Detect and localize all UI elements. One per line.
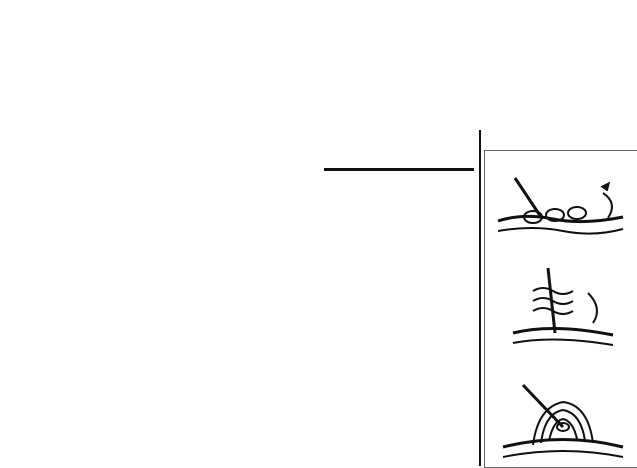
title-underline	[324, 168, 474, 171]
half-double-illustration	[493, 263, 631, 353]
slip-stitch-illustration	[493, 173, 631, 243]
symbol-legend	[322, 0, 637, 150]
crochet-diagrams	[0, 0, 318, 466]
several-stitches-illustration	[493, 377, 631, 465]
stitch-illustrations	[484, 150, 637, 468]
pattern-instructions	[326, 180, 476, 183]
schema-a-chart	[0, 0, 318, 466]
column-divider	[479, 130, 481, 466]
